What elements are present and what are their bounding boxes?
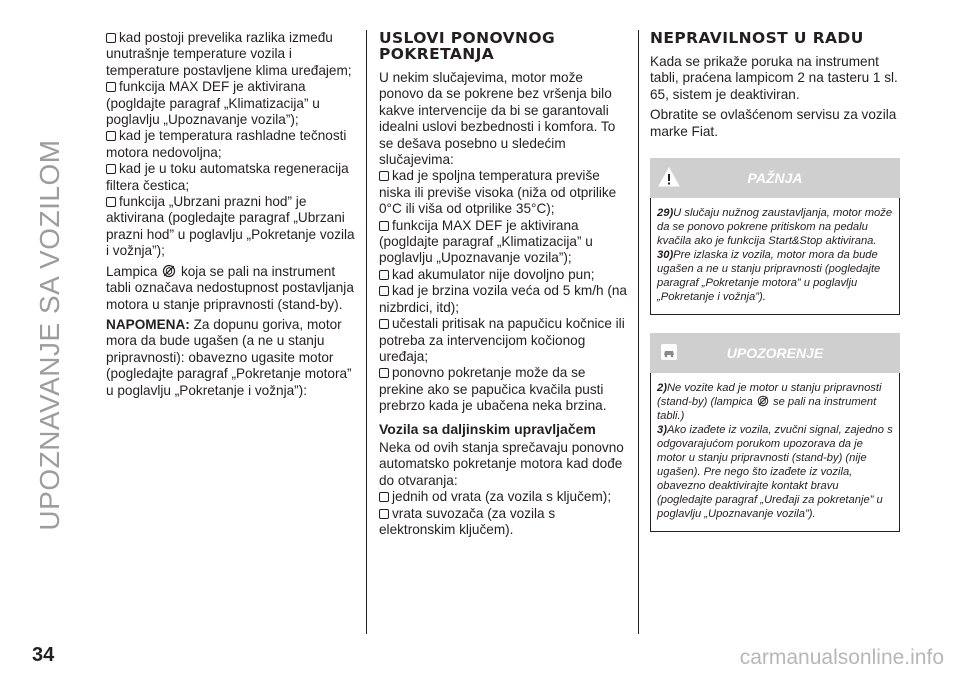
warning-box	[650, 158, 900, 315]
note-number: 2)	[657, 382, 667, 395]
checkbox-icon	[106, 82, 116, 92]
note-label: NAPOMENA:	[106, 316, 190, 332]
checkbox-icon	[379, 509, 389, 519]
column-divider-1	[366, 30, 367, 634]
footer-link[interactable]: carmanualsonline.info	[739, 646, 944, 669]
chapter-side-title: UPOZNAVANJE SA VOZILOM	[34, 139, 65, 531]
bullet-text: kad akumulator nije dovoljno pun;	[392, 266, 595, 282]
note-text: se pali na instrument tabli.)	[657, 396, 877, 423]
warning-triangle-icon	[658, 166, 680, 188]
bullet-text: funkcija MAX DEF je aktivirana (pogldajte paragraf „Klimatizacija” u poglavlju „Upoznavanje vozila”);	[379, 217, 593, 266]
bullet-item	[379, 218, 627, 267]
checkbox-icon	[379, 319, 389, 329]
checkbox-icon	[379, 270, 389, 280]
bullet-item	[379, 168, 627, 217]
bullet-text: vrata suvozača (za vozila s elektronskim ključem).	[379, 505, 556, 537]
warning-box-header	[650, 158, 900, 198]
bullet-item	[106, 30, 356, 79]
warning-box-body	[650, 198, 900, 315]
note-text: Ne vozite kad je motor u stanju pripravnosti (stand-by) (lampica	[657, 382, 882, 409]
warning-box-title: PAŽNJA	[747, 170, 803, 187]
lampica-text-after: koja se pali na instrument tabli označava nedostupnost postavljanja motora u stanje pripravnosti (stand-by).	[106, 263, 354, 312]
checkbox-icon	[379, 171, 389, 181]
checkbox-icon	[379, 286, 389, 296]
bullet-text: ponovno pokretanje može da se prekine ako se papučica kvačila pusti prebrzo kada je ubačena neka brzina.	[379, 365, 607, 414]
bullet-text: kad je temperatura rashladne tečnosti motora nedovoljna;	[106, 128, 347, 160]
bullet-text: kad je spoljna temperatura previše niska ili previše visoka (niža od otprilike 0°C ili viša od otprilike 35°C);	[379, 168, 617, 217]
bullet-item	[106, 79, 356, 128]
caution-box-body	[650, 373, 900, 532]
subsection-title-remote: Vozila sa daljinskim upravljačem	[379, 420, 596, 437]
note-number: 29)	[657, 207, 674, 220]
section-title-restart: USLOVI PONOVNOG POKRETANJA	[379, 29, 556, 63]
lampica-text-before: Lampica	[106, 263, 158, 279]
column-3	[650, 30, 900, 532]
note-paragraph	[106, 317, 356, 399]
bullet-item	[379, 267, 627, 283]
bullet-text: funkcija „Ubrzani prazni hod” je aktivirana (pogledajte paragraf „Ubrzani prazni hod” u poglavlju „Pokretanje vozila i vožnja”);	[106, 194, 355, 259]
caution-box	[650, 333, 900, 532]
checkbox-icon	[379, 492, 389, 502]
checkbox-icon	[106, 33, 116, 43]
column-2	[379, 30, 627, 538]
bullet-item	[379, 283, 627, 316]
checkbox-icon	[106, 164, 116, 174]
bullet-item	[379, 506, 627, 539]
caution-box-header	[650, 333, 900, 373]
section-title-malfunction: NEPRAVILNOST U RADU	[650, 29, 864, 47]
note-text: Pre izlaska iz vozila, motor mora da bude ugašen a ne u stanju pripravnosti (pogledajte paragraf „Pokretanje motora” u poglavlju „Pokretanje i vožnja”).	[657, 249, 881, 304]
caution-car-icon	[658, 341, 680, 363]
intro-paragraph: U nekim slučajevima, motor može ponovo da se pokrene bez vršenja bilo kakve intervencije da bi se garantovali idealni uslovi bezbednosti i komfora. To se dešava posebno u sledećim slučajevima:	[379, 70, 616, 168]
bullet-item	[106, 161, 356, 194]
subsection-paragraph: Neka od ovih stanja sprečavaju ponovno automatsko pokretanje motora kad dođe do otvaranja:	[379, 439, 624, 488]
bullet-item	[106, 194, 356, 260]
note-text: Za dopunu goriva, motor mora da bude ugašen (a ne u stanju pripravnosti): obavezno ugasite motor (pogledajte paragraf „Pokretanje motora” u poglavlju „Pokretanje i vožnja”):	[106, 316, 352, 398]
bullet-item	[106, 128, 356, 161]
malfunction-paragraph: Kada se prikaže poruka na instrument tabli, praćena lampicom 2 na tasteru 1 sl. 65, sistem je deaktiviran.	[650, 54, 898, 102]
bullet-item	[379, 316, 627, 365]
note-text: Ako izađete iz vozila, zvučni signal, zajedno s odgovarajućom porukom upozorava da je motor u stanju pripravnosti (stand-by) (nije ugašen). Pre nego što izađete iz vozila, obavezno deaktivirajte kontakt bravu (pogledajte paragraf „Uređaji za pokretanje” u poglavlju „Upoznavanje vozila”).	[657, 424, 893, 521]
lampica-paragraph	[106, 264, 356, 313]
bullet-text: kad je brzina vozila veća od 5 km/h (na nizbrdici, itd);	[379, 283, 627, 315]
bullet-text: kad postoji prevelika razlika između unutrašnje temperature vozila i temperature postavljene klima uređajem;	[106, 30, 352, 78]
column-divider-2	[638, 30, 639, 634]
service-paragraph: Obratite se ovlašćenom servisu za vozila marke Fiat.	[650, 107, 897, 139]
note-number: 30)	[657, 249, 674, 262]
checkbox-icon	[106, 197, 116, 207]
checkbox-icon	[379, 368, 389, 378]
checkbox-icon	[379, 221, 389, 231]
engine-standby-off-icon	[757, 395, 769, 407]
caution-box-title: UPOZORENJE	[726, 345, 824, 362]
column-1	[106, 30, 356, 399]
bullet-text: jednih od vrata (za vozila s ključem);	[392, 489, 612, 505]
page-number: 34	[32, 644, 55, 666]
checkbox-icon	[106, 131, 116, 141]
bullet-item	[379, 489, 627, 505]
note-text: U slučaju nužnog zaustavljanja, motor može da se ponovo pokrene pritiskom na pedalu kvačila ako je funkcija Start&Stop aktivirana.	[657, 207, 893, 248]
bullet-text: učestali pritisak na papučicu kočnice ili potreba za intervencijom kočionog uređaja;	[379, 316, 625, 364]
note-number: 3)	[657, 424, 667, 437]
bullet-text: funkcija MAX DEF je aktivirana (pogldajte paragraf „Klimatizacija” u poglavlju „Upoznavanje vozila”);	[106, 79, 320, 128]
bullet-text: kad je u toku automatska regeneracija filtera čestica;	[106, 161, 349, 193]
bullet-item	[379, 365, 627, 414]
engine-standby-off-icon	[162, 264, 176, 278]
